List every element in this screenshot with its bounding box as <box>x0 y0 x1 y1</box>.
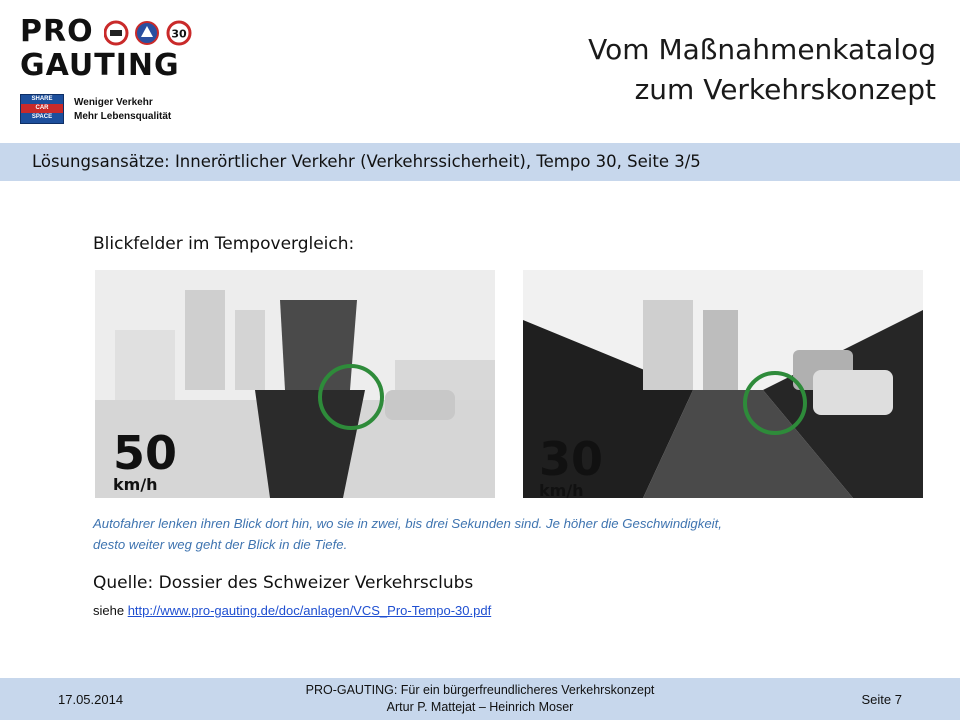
source-reference <box>93 603 491 618</box>
source-prefix: siehe <box>93 603 125 618</box>
logo-tagline-1: Weniger Verkehr <box>74 97 153 108</box>
slide-footer <box>0 678 960 720</box>
speed-label-50 <box>113 426 178 494</box>
footer-date: 17.05.2014 <box>58 692 124 707</box>
photo-caption-line-2: desto weiter weg geht der Blick in die Tiefe. <box>93 537 348 552</box>
footer-center-line-1: PRO-GAUTING: Für ein bürgerfreundlicheres Verkehrskonzept <box>305 683 655 697</box>
share-space-badge-icon <box>20 94 64 124</box>
badge-top: SHARE <box>31 96 53 102</box>
logo-text-pro: PRO <box>20 14 94 49</box>
logo-speed-sign: 30 <box>171 27 187 41</box>
logo-text-gauting: GAUTING <box>20 48 180 83</box>
footer-center-line-2: Artur P. Mattejat – Heinrich Moser <box>386 700 574 714</box>
speed-unit-30: km/h <box>539 481 584 498</box>
speed-unit-50: km/h <box>113 475 158 494</box>
traffic-signs-icon <box>104 20 194 46</box>
badge-bottom: SPACE <box>31 114 53 120</box>
speed-value-50: 50 <box>113 426 178 480</box>
footer-page-number: Seite 7 <box>861 692 902 707</box>
field-of-view-photo-30 <box>523 270 923 498</box>
source-pdf-link[interactable]: http://www.pro-gauting.de/doc/anlagen/VCS_Pro-Tempo-30.pdf <box>127 603 492 618</box>
source-title: Quelle: Dossier des Schweizer Verkehrsclubs <box>93 573 474 593</box>
speed-label-30 <box>539 432 604 498</box>
photo-caption-line-1: Autofahrer lenken ihren Blick dort hin, wo sie in zwei, bis drei Sekunden sind. Je höher die Geschwindigkeit, <box>93 516 722 531</box>
pro-gauting-logo <box>20 16 200 126</box>
footer-center <box>0 682 960 716</box>
subtitle-band <box>0 143 960 181</box>
logo-tagline-2: Mehr Lebensqualität <box>74 111 172 122</box>
subtitle-text: Lösungsansätze: Innerörtlicher Verkehr (Verkehrssicherheit), Tempo 30, Seite 3/5 <box>32 152 701 171</box>
slide-title-line-2: zum Verkehrskonzept <box>634 73 936 106</box>
badge-mid: CAR <box>21 104 63 113</box>
slide-title <box>588 30 936 110</box>
slide-title-line-1: Vom Maßnahmenkatalog <box>588 33 936 66</box>
section-heading: Blickfelder im Tempovergleich: <box>93 234 355 254</box>
photo-caption <box>93 513 913 555</box>
field-of-view-photo-50 <box>95 270 495 498</box>
speed-value-30: 30 <box>539 432 604 486</box>
